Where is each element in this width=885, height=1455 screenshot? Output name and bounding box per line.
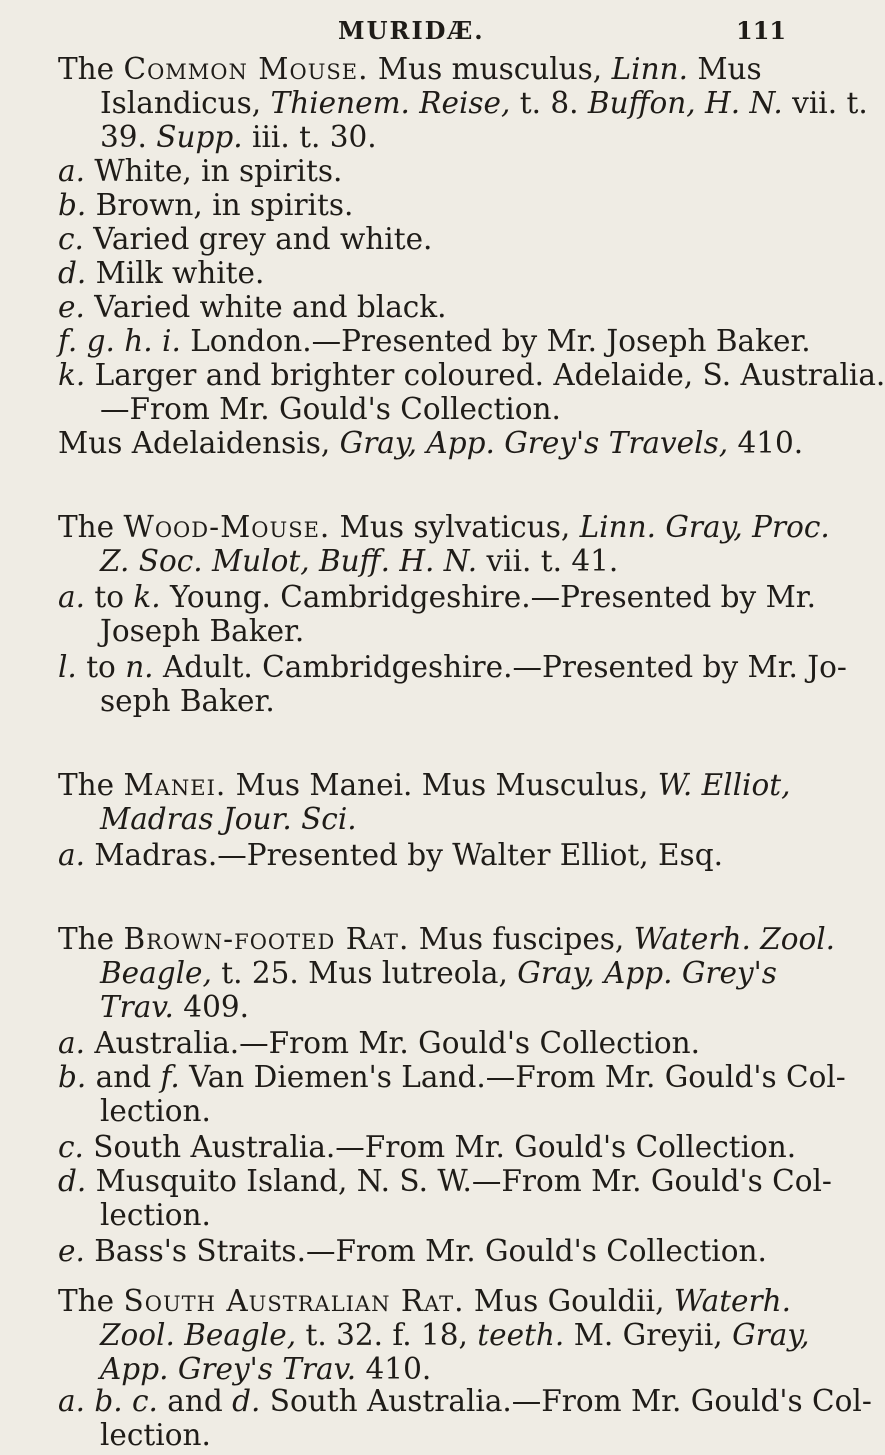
- item-letter: d.: [58, 256, 87, 290]
- species-common-name: South Australian Rat.: [123, 1284, 465, 1318]
- specimen-item-continuation: [100, 1198, 211, 1232]
- entry-heading-line: [100, 544, 618, 578]
- specimen-item: [58, 580, 816, 614]
- authority: W. Elliot,: [657, 768, 791, 802]
- item-letter: b.: [58, 188, 87, 222]
- item-letter: a.: [58, 838, 85, 872]
- text: The: [58, 510, 124, 544]
- item-letter: l.: [58, 650, 77, 684]
- entry-heading-line: [100, 1318, 809, 1352]
- entry-heading-line: [100, 990, 249, 1024]
- page-number: 111: [736, 16, 787, 45]
- item-letter: e.: [58, 1234, 85, 1268]
- item-text: Larger and brighter coloured. Adelaide, S. Australia.: [85, 358, 885, 392]
- text: Mus Manei. Mus Musculus,: [226, 768, 658, 802]
- text: Mus Gouldii,: [464, 1284, 674, 1318]
- specimen-item: [58, 358, 885, 392]
- authority: Waterh. Zool.: [633, 922, 836, 956]
- authority: Linn. Gray, Proc.: [579, 510, 830, 544]
- specimen-item: [58, 188, 353, 222]
- item-letter: d.: [232, 1384, 261, 1418]
- specimen-item: [58, 838, 723, 872]
- text: Islandicus,: [100, 86, 271, 120]
- item-letter: b.: [58, 1060, 87, 1094]
- item-text: —From Mr. Gould's Collection.: [100, 392, 561, 426]
- text: Mus fuscipes,: [409, 922, 634, 956]
- specimen-item: [58, 1060, 846, 1094]
- item-letter: e.: [58, 290, 85, 324]
- text: vii. t. 41.: [477, 544, 619, 578]
- reference: Gray, App. Grey's: [517, 956, 777, 990]
- specimen-item-continuation: [100, 392, 561, 426]
- entry-heading-line: [58, 922, 835, 956]
- running-head-title: MURIDÆ.: [338, 16, 485, 45]
- authority: Linn.: [611, 52, 688, 86]
- reference: Beagle,: [100, 956, 212, 990]
- text: t. 25. Mus lutreola,: [211, 956, 518, 990]
- text: 39.: [100, 120, 157, 154]
- entry-heading-line: [58, 1284, 791, 1318]
- item-letter: a.: [58, 154, 85, 188]
- item-text: South Australia.—From Mr. Gould's Collection.: [83, 1130, 797, 1164]
- reference: Zool. Beagle,: [100, 1318, 297, 1352]
- specimen-item: [58, 324, 811, 358]
- specimen-item: [58, 650, 847, 684]
- specimen-item: [58, 1130, 796, 1164]
- species-common-name: Brown-footed Rat.: [123, 922, 410, 956]
- reference: Supp.: [156, 120, 243, 154]
- text: M. Greyii,: [564, 1318, 733, 1352]
- item-letter: k.: [133, 580, 161, 614]
- specimen-item: [58, 1234, 767, 1268]
- item-text: London.—Presented by Mr. Joseph Baker.: [180, 324, 811, 358]
- item-text: Australia.—From Mr. Gould's Collection.: [84, 1026, 701, 1060]
- item-text: Bass's Straits.—From Mr. Gould's Collection.: [84, 1234, 767, 1268]
- item-letter: f. g. h. i.: [58, 324, 181, 358]
- item-text: Milk white.: [86, 256, 265, 290]
- specimen-item-continuation: [100, 614, 304, 648]
- entry-heading-line: [100, 802, 357, 836]
- entry-heading-line: [58, 768, 790, 802]
- text: t. 8.: [510, 86, 588, 120]
- item-text: Van Diemen's Land.—From Mr. Gould's Col-: [179, 1060, 846, 1094]
- text: to: [84, 580, 134, 614]
- item-text: lection.: [100, 1094, 211, 1128]
- specimen-item: [58, 256, 264, 290]
- entry-heading-line: [100, 956, 777, 990]
- item-text: Musquito Island, N. S. W.—From Mr. Gould's Col-: [86, 1164, 832, 1198]
- entry-heading-line: [100, 120, 377, 154]
- item-text: South Australia.—From Mr. Gould's Col-: [260, 1384, 872, 1418]
- item-text: seph Baker.: [100, 684, 275, 718]
- text: Mus: [687, 52, 762, 86]
- text: 410.: [356, 1352, 432, 1386]
- item-letter: d.: [58, 1164, 87, 1198]
- authority: Gray,: [732, 1318, 810, 1352]
- item-text: White, in spirits.: [84, 154, 343, 188]
- text: The: [58, 768, 124, 802]
- item-text: Joseph Baker.: [100, 614, 305, 648]
- item-text: lection.: [100, 1418, 211, 1452]
- text: t. 32. f. 18,: [296, 1318, 478, 1352]
- specimen-item: [58, 1026, 700, 1060]
- specimen-item: [58, 1384, 872, 1418]
- item-letter: n.: [125, 650, 154, 684]
- reference: Trav.: [100, 990, 174, 1024]
- species-common-name: Common Mouse.: [123, 52, 369, 86]
- text: Mus musculus,: [368, 52, 612, 86]
- entry-heading-line: [100, 1352, 431, 1386]
- text: The: [58, 1284, 124, 1318]
- text: The: [58, 52, 124, 86]
- item-text: Varied grey and white.: [83, 222, 433, 256]
- item-text: Madras.—Presented by Walter Elliot, Esq.: [84, 838, 723, 872]
- entry-heading-line: [58, 52, 762, 86]
- text: iii. t. 30.: [242, 120, 377, 154]
- text: 410.: [728, 426, 804, 460]
- species-common-name: Wood-Mouse.: [123, 510, 331, 544]
- specimen-item: [58, 222, 432, 256]
- text: to: [76, 650, 126, 684]
- authority: Waterh.: [673, 1284, 791, 1318]
- text: Mus sylvaticus,: [330, 510, 580, 544]
- item-text: lection.: [100, 1198, 211, 1232]
- item-text: Young. Cambridgeshire.—Presented by Mr.: [160, 580, 817, 614]
- item-letter: c.: [58, 1130, 84, 1164]
- item-letter: a.: [58, 1026, 85, 1060]
- text: and: [86, 1060, 161, 1094]
- synonym-line: [58, 426, 803, 460]
- item-text: Brown, in spirits.: [86, 188, 354, 222]
- reference: Buffon, H. N.: [587, 86, 783, 120]
- text: Mus Adelaidensis,: [58, 426, 340, 460]
- running-header: [0, 10, 800, 50]
- item-letter: f.: [160, 1060, 180, 1094]
- text: and: [157, 1384, 233, 1418]
- specimen-item-continuation: [100, 1418, 211, 1452]
- item-text: Adult. Cambridgeshire.—Presented by Mr. Jo-: [153, 650, 847, 684]
- item-letter: a.: [58, 580, 85, 614]
- species-common-name: Manei.: [123, 768, 227, 802]
- text: 409.: [173, 990, 249, 1024]
- entry-heading-line: [58, 510, 830, 544]
- item-letter: c.: [58, 222, 84, 256]
- entry-heading-line: [100, 86, 868, 120]
- reference: Thienem. Reise,: [270, 86, 511, 120]
- text: The: [58, 922, 124, 956]
- specimen-item-continuation: [100, 684, 275, 718]
- item-letter: k.: [58, 358, 86, 392]
- reference: App. Grey's Trav.: [100, 1352, 357, 1386]
- specimen-item: [58, 154, 342, 188]
- reference: Madras Jour. Sci.: [100, 802, 357, 836]
- reference: Gray, App. Grey's Travels,: [339, 426, 729, 460]
- item-letter: a. b. c.: [58, 1384, 158, 1418]
- specimen-item-continuation: [100, 1094, 211, 1128]
- specimen-item: [58, 290, 447, 324]
- text: teeth.: [477, 1318, 565, 1352]
- text: vii. t.: [782, 86, 868, 120]
- item-text: Varied white and black.: [84, 290, 447, 324]
- reference: Z. Soc. Mulot, Buff. H. N.: [100, 544, 478, 578]
- specimen-item: [58, 1164, 832, 1198]
